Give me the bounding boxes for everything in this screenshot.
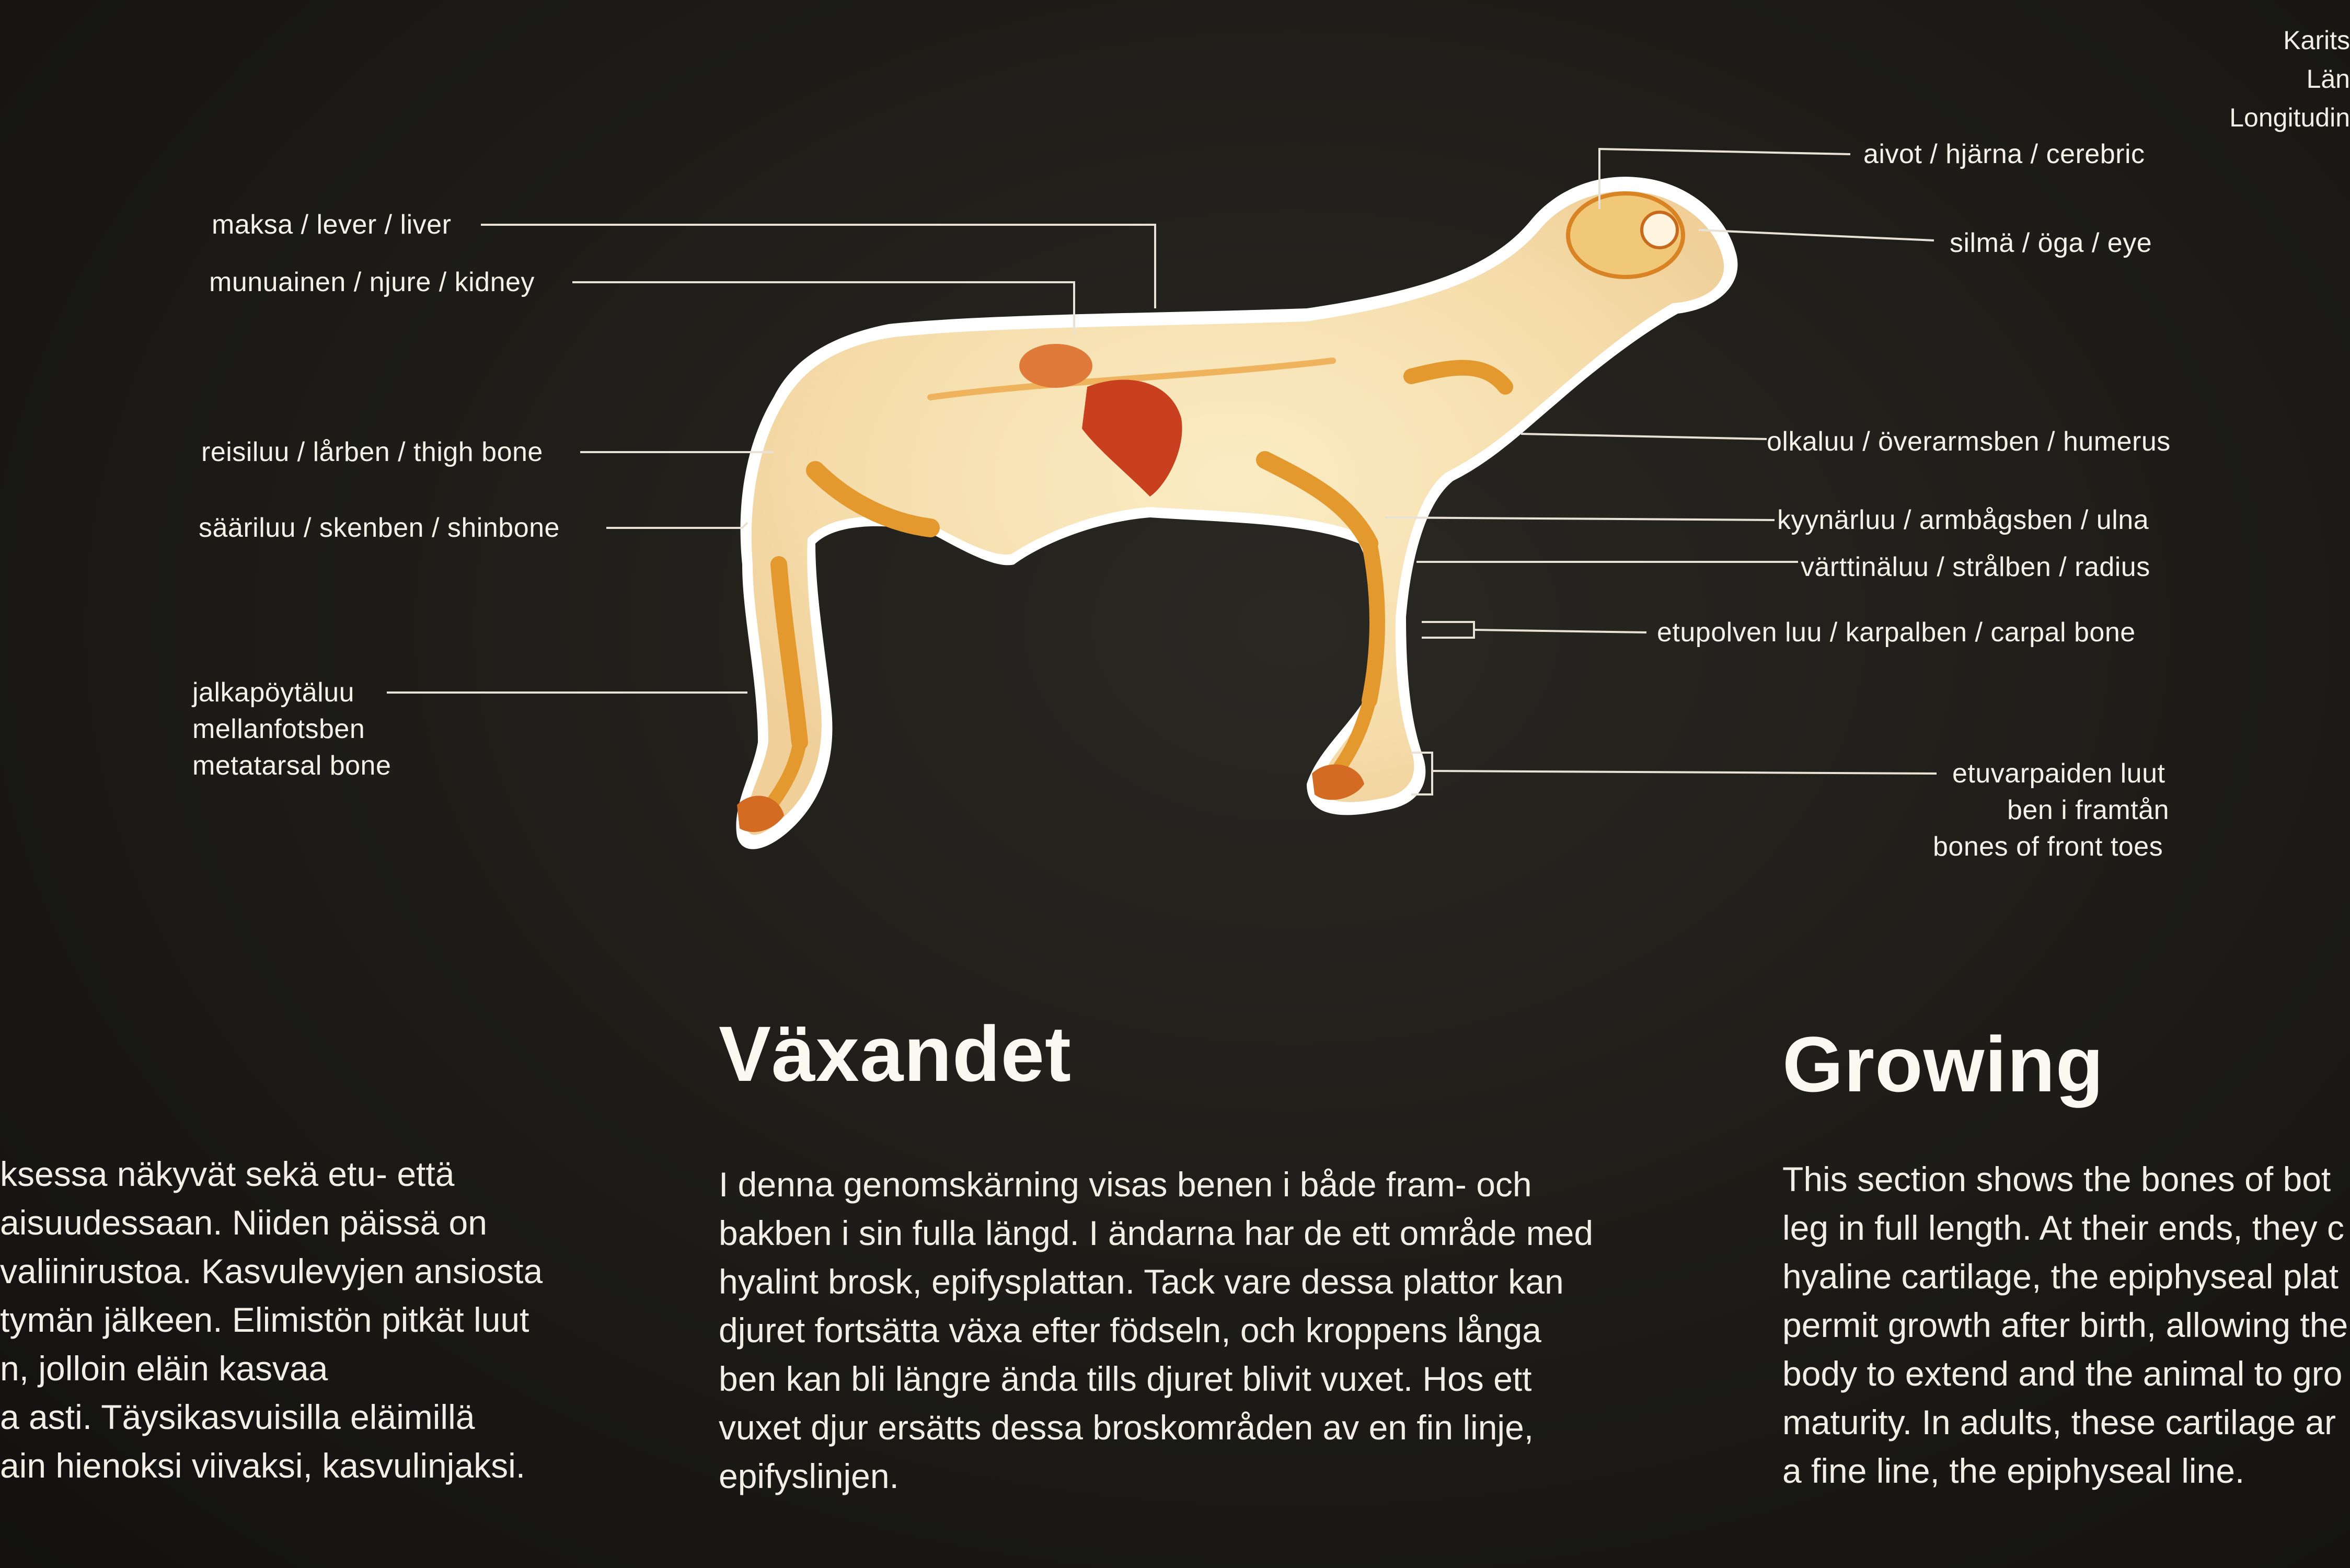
label-front-toes-2: ben i framtån xyxy=(2007,795,2169,825)
label-cerebric: aivot / hjärna / cerebric xyxy=(1863,139,2145,169)
swedish-text xyxy=(719,1160,1593,1501)
fi-line: ksessa näkyvät sekä etu- että xyxy=(0,1155,455,1193)
sv-line: djuret fortsätta växa efter födseln, och kroppens långa xyxy=(719,1311,1541,1350)
fi-line: tymän jälkeen. Elimistön pitkät luut xyxy=(0,1300,529,1339)
fi-line: ain hienoksi viivaksi, kasvulinjaksi. xyxy=(0,1446,526,1485)
label-carpal: etupolven luu / karpalben / carpal bone xyxy=(1657,617,2136,648)
en-line: permit growth after birth, allowing the xyxy=(1782,1306,2348,1344)
fi-line: a asti. Täysikasvuisilla eläimillä xyxy=(0,1398,475,1436)
fi-line: aisuudessaan. Niiden päissä on xyxy=(0,1203,487,1242)
eye-socket xyxy=(1642,212,1677,248)
en-line: a fine line, the epiphyseal line. xyxy=(1782,1451,2245,1490)
en-line: hyaline cartilage, the epiphyseal plat xyxy=(1782,1257,2339,1296)
sv-line: vuxet djur ersätts dessa broskområden av en fin linje, xyxy=(719,1408,1534,1447)
corner-line: Longitudin xyxy=(2229,103,2350,132)
label-eye: silmä / öga / eye xyxy=(1950,228,2152,258)
english-text xyxy=(1782,1155,2348,1495)
sv-line: ben kan bli längre ända tills djuret blivit vuxet. Hos ett xyxy=(719,1359,1532,1398)
finnish-text xyxy=(0,1150,543,1490)
label-humerus: olkaluu / överarmsben / humerus xyxy=(1767,426,2171,457)
swedish-heading: Växandet xyxy=(719,1010,1072,1098)
label-kidney: munuainen / njure / kidney xyxy=(209,267,535,297)
sv-line: bakben i sin fulla längd. I ändarna har de ett område med xyxy=(719,1214,1594,1252)
label-metatarsal-2: mellanfotsben xyxy=(192,714,365,744)
label-front-toes-3: bones of front toes xyxy=(1933,832,2163,862)
label-ulna: kyynärluu / armbågsben / ulna xyxy=(1777,505,2149,535)
fi-line: valiinirustoa. Kasvulevyjen ansiosta xyxy=(0,1252,543,1290)
corner-line: Karits xyxy=(2283,26,2350,55)
organ-kidney xyxy=(1019,344,1092,388)
en-line: body to extend and the animal to gro xyxy=(1782,1354,2343,1393)
en-line: maturity. In adults, these cartilage ar xyxy=(1782,1403,2336,1442)
label-liver: maksa / lever / liver xyxy=(212,210,452,240)
label-metatarsal-1: jalkapöytäluu xyxy=(192,677,355,708)
sv-line: hyalint brosk, epifysplattan. Tack vare dessa plattor kan xyxy=(719,1262,1564,1301)
sv-line: epifyslinjen. xyxy=(719,1457,899,1495)
en-line: This section shows the bones of bot xyxy=(1782,1160,2331,1198)
en-line: leg in full length. At their ends, they c xyxy=(1782,1208,2344,1247)
label-front-toes-1: etuvarpaiden luut xyxy=(1952,758,2165,789)
label-radius: värttinäluu / strålben / radius xyxy=(1801,552,2150,582)
sv-line: I denna genomskärning visas benen i både fram- och xyxy=(719,1165,1532,1204)
label-thigh-bone: reisiluu / lårben / thigh bone xyxy=(201,437,543,467)
english-heading: Growing xyxy=(1782,1020,2104,1108)
label-shinbone: sääriluu / skenben / shinbone xyxy=(199,513,560,543)
corner-line: Län xyxy=(2306,64,2350,94)
label-metatarsal-3: metatarsal bone xyxy=(192,751,391,781)
fi-line: n, jolloin eläin kasvaa xyxy=(0,1349,328,1388)
